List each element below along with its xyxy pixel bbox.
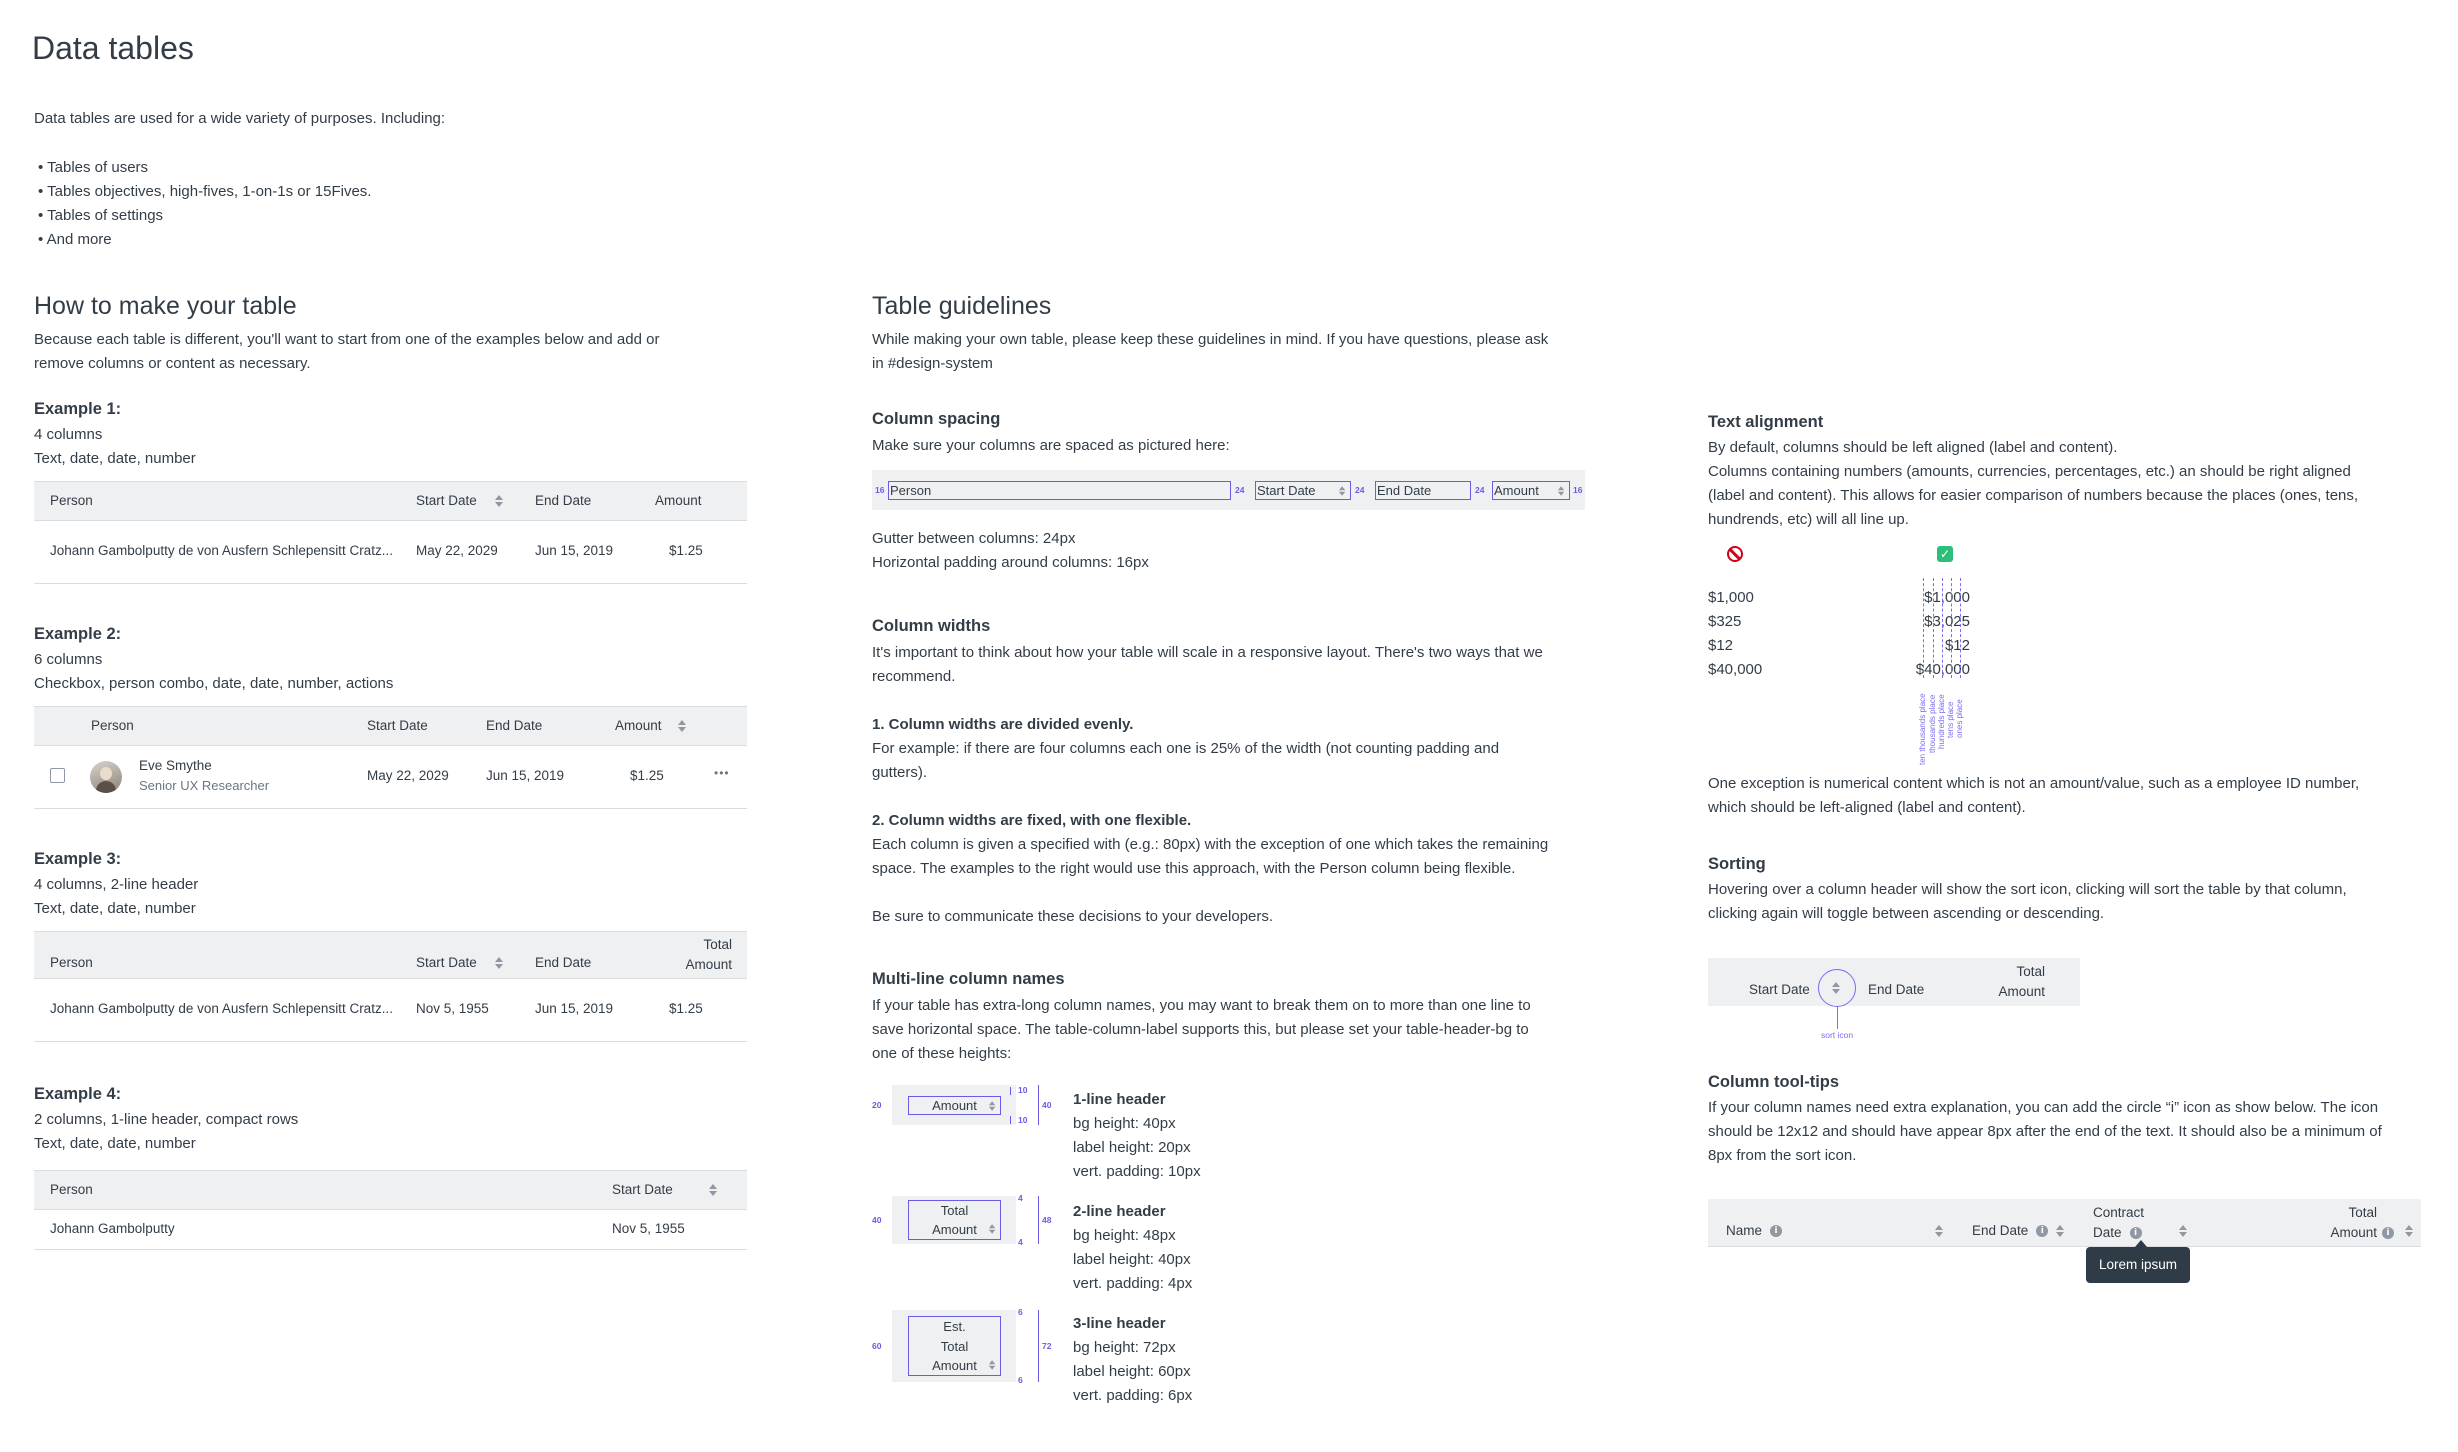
col-start-date[interactable]: Start Date <box>367 718 428 733</box>
sorting-example-header <box>1708 958 2080 1006</box>
page-title: Data tables <box>32 30 194 66</box>
sort-icon[interactable] <box>495 494 504 508</box>
spacing-col-start: Start Date <box>1255 481 1351 500</box>
guide-desc: While making your own table, please keep these guidelines in mind. If you have questions, please ask in #design-system <box>872 331 1549 372</box>
list-item: • Tables of settings <box>38 207 164 224</box>
sort-icon[interactable] <box>495 956 504 970</box>
sort-icon <box>1558 485 1565 496</box>
col-amount[interactable]: Amount <box>655 493 702 508</box>
widths-title: Column widths <box>872 617 991 635</box>
table-header <box>34 481 747 521</box>
info-icon[interactable]: i <box>2036 1225 2048 1237</box>
how-title: How to make your table <box>34 292 297 320</box>
col-person[interactable]: Person <box>50 1182 93 1197</box>
person-role: Senior UX Researcher <box>139 778 270 793</box>
multiline-title: Multi-line column names <box>872 970 1065 988</box>
how-desc: Because each table is different, you'll want to start from one of the examples below and add or remove columns or content as necessary. <box>34 331 660 372</box>
list-item: • Tables objectives, high-fives, 1-on-1s or 15Fives. <box>38 183 372 200</box>
col-end-date[interactable]: End Date i <box>1972 1223 2048 1238</box>
spacing-col-amount: Amount <box>1492 481 1570 500</box>
header-2line-specs: 2-line header bg height: 48px label height: 40px vert. padding: 4px <box>1073 1203 1193 1292</box>
col-start-date[interactable]: Start Date <box>1749 982 1810 997</box>
col-end-date[interactable]: End Date <box>535 493 592 508</box>
sort-icon[interactable] <box>2056 1224 2065 1238</box>
example-3-table <box>34 931 747 1042</box>
sort-icon <box>989 1223 996 1234</box>
col-total-amount[interactable]: Total Amount <box>2330 1205 2377 1240</box>
tooltips-desc: If your column names need extra explanation, you can add the circle “i” icon as show below. The icon should be 12x12 and should have appear 8px after the end of the text. It should also be a minimum of 8px from the sort icon. <box>1708 1099 2382 1164</box>
correct-icon: ✓ <box>1937 546 1953 562</box>
col-amount[interactable]: Amount <box>615 718 687 733</box>
spacing-desc: Make sure your columns are spaced as pictured here: <box>872 437 1230 454</box>
tooltips-example-header <box>1708 1199 2421 1247</box>
bullet-list <box>38 156 371 252</box>
intro-text: Data tables are used for a wide variety of purposes. Including: <box>34 110 446 127</box>
place-value-guides: ten thousands place thousands place hundreds place tens place ones place <box>1920 578 1980 768</box>
table-row[interactable]: Johann Gambolputty de von Ausfern Schlepensitt Cratz... May 22, 2029 Jun 15, 2019 $1.25 <box>34 521 747 584</box>
header-1line-diagram: 20 Amount 10 10 40 <box>872 1085 1052 1125</box>
sort-icon[interactable] <box>678 719 687 733</box>
sort-icon-label: sort icon <box>1821 1030 1854 1040</box>
sorting-title: Sorting <box>1708 855 1766 873</box>
list-item: • Tables of users <box>38 159 149 176</box>
table-header <box>34 706 747 746</box>
spacing-notes: Gutter between columns: 24px Horizontal padding around columns: 16px <box>872 530 1149 571</box>
example-1-desc: 4 columns Text, date, date, number <box>34 426 196 467</box>
example-4-desc: 2 columns, 1-line header, compact rows Text, date, date, number <box>34 1111 299 1152</box>
sort-icon[interactable] <box>2405 1224 2414 1238</box>
header-3line-specs: 3-line header bg height: 72px label height: 60px vert. padding: 6px <box>1073 1315 1193 1404</box>
header-1line-specs: 1-line header bg height: 40px label height: 20px vert. padding: 10px <box>1073 1091 1201 1180</box>
sort-icon <box>1339 485 1346 496</box>
align-title: Text alignment <box>1708 413 1824 431</box>
col-end-date[interactable]: End Date <box>535 955 592 970</box>
col-end-date[interactable]: End Date <box>1868 982 1925 997</box>
spacing-col-person: Person <box>888 481 1231 500</box>
align-exception: One exception is numerical content which is not an amount/value, such as a employee ID number, which should be left-aligned (label and content). <box>1708 775 2360 816</box>
example-3-title: Example 3: <box>34 850 122 868</box>
list-item: • And more <box>38 231 112 248</box>
example-4-title: Example 4: <box>34 1085 122 1103</box>
tooltip: Lorem ipsum <box>2086 1247 2190 1283</box>
example-3-desc: 4 columns, 2-line header Text, date, date, number <box>34 876 199 917</box>
row-checkbox[interactable] <box>50 768 65 783</box>
table-header <box>34 1170 747 1210</box>
table-row[interactable]: Johann Gambolputty de von Ausfern Schlepensitt Cratz... Nov 5, 1955 Jun 15, 2019 $1.25 <box>34 979 747 1042</box>
sort-highlight <box>1818 969 1856 1007</box>
example-2-title: Example 2: <box>34 625 122 643</box>
tooltips-title: Column tool-tips <box>1708 1073 1840 1091</box>
sort-icon <box>989 1100 996 1111</box>
col-total-amount[interactable]: Total Amount <box>685 937 732 972</box>
table-row[interactable]: Eve Smythe Senior UX Researcher May 22, 2029 Jun 15, 2019 $1.25 ••• <box>34 746 747 809</box>
col-person[interactable]: Person <box>91 718 134 733</box>
header-2line-diagram: 40 Total Amount 4 4 48 <box>872 1193 1052 1247</box>
col-contract-date[interactable]: Contract Date i <box>2093 1205 2145 1240</box>
info-icon[interactable]: i <box>2130 1227 2142 1239</box>
table-header <box>34 931 747 979</box>
multiline-desc: If your table has extra-long column names, you may want to break them on to more than one line to save horizontal space. The table-column-label supports this, but please set your table-header-bg to one of these heights: <box>872 997 1531 1062</box>
info-icon[interactable]: i <box>1770 1225 1782 1237</box>
example-2-desc: 6 columns Checkbox, person combo, date, date, number, actions <box>34 651 394 692</box>
right-aligned-numbers: $1,000 $3,025 $12 $40,000 <box>1915 589 1970 678</box>
sort-icon[interactable] <box>1832 981 1841 995</box>
col-name[interactable]: Name i <box>1726 1223 1782 1238</box>
left-aligned-numbers: $1,000 $325 $12 $40,000 <box>1708 589 1763 678</box>
sort-icon[interactable] <box>1935 1224 1944 1238</box>
sort-icon[interactable] <box>709 1183 718 1197</box>
col-start-date[interactable]: Start Date <box>612 1182 718 1197</box>
more-actions-icon[interactable]: ••• <box>714 766 730 780</box>
example-4-table <box>34 1170 747 1250</box>
col-start-date[interactable]: Start Date <box>416 493 504 508</box>
sorting-desc: Hovering over a column header will show the sort icon, clicking will sort the table by that column, clicking again will toggle between ascending or descending. <box>1708 881 2347 922</box>
spacing-col-end: End Date <box>1375 481 1471 500</box>
spacing-diagram: 16 Person 24 Start Date 24 End Date 24 Amount 16 <box>872 470 1585 510</box>
person-name: Eve Smythe <box>139 758 212 773</box>
align-desc: By default, columns should be left aligned (label and content). Columns containing numbers (amounts, currencies, percentages, etc.) an should be right aligned (label and content). This allows for easier comparison of numbers because the places (ones, tens, hundrends, etc) will all line up. <box>1708 439 2359 528</box>
example-2-table <box>34 706 747 809</box>
table-row[interactable]: Johann Gambolputty Nov 5, 1955 <box>34 1210 747 1250</box>
guide-title: Table guidelines <box>872 292 1052 320</box>
incorrect-icon <box>1727 546 1743 562</box>
col-total-amount[interactable]: Total Amount <box>1998 964 2045 999</box>
spacing-title: Column spacing <box>872 410 1001 428</box>
widths-desc: It's important to think about how your table will scale in a responsive layout. There's two ways that we recommend. 1. Column widths are divided evenly. For example: if there are four columns each one is 25% of the width (not counting padding and gutters). 2. Column widths are fixed, with one flexible. Each column is given a specified with (e.g.: 80px) with the exception of one which takes the remaining space. The examples to the right would use this approach, with the Person column being flexible. Be sure to communicate these decisions to your developers. <box>872 644 1549 925</box>
col-end-date[interactable]: End Date <box>486 718 543 733</box>
header-3line-diagram: 60 Est. Total Amount 6 6 72 <box>872 1307 1052 1385</box>
example-1-table <box>34 481 747 584</box>
example-1-title: Example 1: <box>34 400 122 418</box>
info-icon[interactable]: i <box>2382 1227 2394 1239</box>
avatar <box>90 761 122 793</box>
sort-icon[interactable] <box>2179 1224 2188 1238</box>
col-start-date[interactable]: Start Date <box>416 955 504 970</box>
sort-icon <box>989 1359 996 1370</box>
col-person[interactable]: Person <box>50 955 93 970</box>
col-person[interactable]: Person <box>50 493 93 508</box>
